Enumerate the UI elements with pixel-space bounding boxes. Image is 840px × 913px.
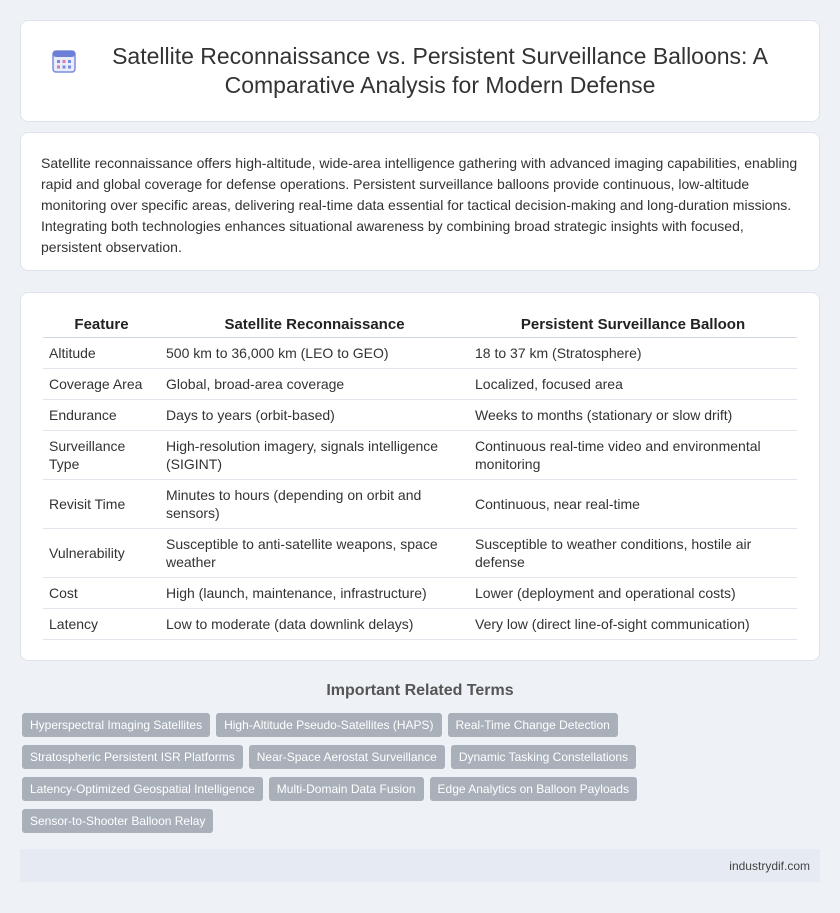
satellite-cell: Global, broad-area coverage — [160, 369, 469, 400]
balloon-cell: Localized, focused area — [469, 369, 797, 400]
intro-paragraph: Satellite reconnaissance offers high-altitude, wide-area intelligence gathering with advanced imaging capabilities, enabling rapid and global coverage for defense operations. Persistent surveillance balloons provide continuous, low-altitude monitoring over specific areas, delivering real-time data essential for tactical decision-making and long-duration missions. Integrating both technologies enhances situational awareness by combining broad strategic insights with focused, persistent observation. — [41, 155, 798, 255]
related-term-tag[interactable]: Latency-Optimized Geospatial Intelligence — [22, 777, 263, 801]
satellite-cell: High (launch, maintenance, infrastructure) — [160, 578, 469, 609]
satellite-cell: Susceptible to anti-satellite weapons, space weather — [160, 529, 469, 578]
related-terms-heading: Important Related Terms — [326, 682, 514, 699]
feature-cell: Altitude — [43, 338, 160, 369]
balloon-cell: Continuous real-time video and environmental monitoring — [469, 431, 797, 480]
comparison-table-card — [20, 292, 820, 661]
related-terms-list — [22, 713, 822, 833]
balloon-cell: Susceptible to weather conditions, hostile air defense — [469, 529, 797, 578]
related-term-tag[interactable]: Hyperspectral Imaging Satellites — [22, 713, 210, 737]
satellite-cell: Days to years (orbit-based) — [160, 400, 469, 431]
balloon-cell: Lower (deployment and operational costs) — [469, 578, 797, 609]
table-row — [43, 578, 797, 609]
balloon-cell: Weeks to months (stationary or slow drift) — [469, 400, 797, 431]
feature-cell: Surveillance Type — [43, 431, 160, 480]
related-term-tag[interactable]: Sensor-to-Shooter Balloon Relay — [22, 809, 213, 833]
related-term-tag[interactable]: Edge Analytics on Balloon Payloads — [430, 777, 637, 801]
feature-cell: Vulnerability — [43, 529, 160, 578]
satellite-cell: High-resolution imagery, signals intelligence (SIGINT) — [160, 431, 469, 480]
intro-card — [20, 132, 820, 271]
balloon-cell: Very low (direct line-of-sight communication) — [469, 609, 797, 640]
feature-cell: Revisit Time — [43, 480, 160, 529]
page-title: Satellite Reconnaissance vs. Persistent Surveillance Balloons: A Comparative Analysis for Modern Defense — [112, 43, 768, 98]
related-term-tag[interactable]: High-Altitude Pseudo-Satellites (HAPS) — [216, 713, 441, 737]
header-satellite: Satellite Reconnaissance — [160, 307, 469, 338]
satellite-cell: Minutes to hours (depending on orbit and sensors) — [160, 480, 469, 529]
feature-cell: Latency — [43, 609, 160, 640]
related-term-tag[interactable]: Stratospheric Persistent ISR Platforms — [22, 745, 243, 769]
feature-cell: Cost — [43, 578, 160, 609]
title-card — [20, 20, 820, 122]
related-term-tag[interactable]: Near-Space Aerostat Surveillance — [249, 745, 445, 769]
feature-cell: Endurance — [43, 400, 160, 431]
footer-bar — [20, 849, 820, 882]
feature-cell: Coverage Area — [43, 369, 160, 400]
balloon-cell: Continuous, near real-time — [469, 480, 797, 529]
related-term-tag[interactable]: Real-Time Change Detection — [448, 713, 618, 737]
table-header-row — [43, 307, 797, 338]
calendar-grid-icon — [51, 48, 77, 74]
satellite-cell: Low to moderate (data downlink delays) — [160, 609, 469, 640]
table-row — [43, 369, 797, 400]
header-feature: Feature — [43, 307, 160, 338]
header-balloon: Persistent Surveillance Balloon — [469, 307, 797, 338]
table-row — [43, 480, 797, 529]
footer-site-link[interactable]: industrydif.com — [729, 858, 810, 873]
comparison-table — [43, 307, 797, 640]
table-row — [43, 400, 797, 431]
table-row — [43, 338, 797, 369]
related-term-tag[interactable]: Multi-Domain Data Fusion — [269, 777, 424, 801]
table-row — [43, 529, 797, 578]
balloon-cell: 18 to 37 km (Stratosphere) — [469, 338, 797, 369]
satellite-cell: 500 km to 36,000 km (LEO to GEO) — [160, 338, 469, 369]
related-term-tag[interactable]: Dynamic Tasking Constellations — [451, 745, 636, 769]
table-row — [43, 431, 797, 480]
table-row — [43, 609, 797, 640]
